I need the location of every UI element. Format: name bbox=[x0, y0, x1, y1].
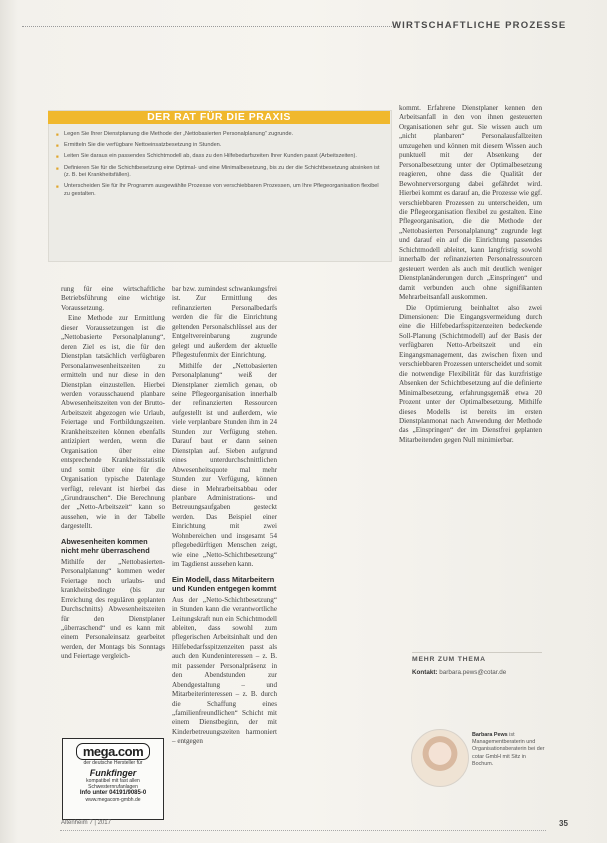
praxis-title: DER RAT FÜR DIE PRAXIS bbox=[147, 111, 291, 123]
article-paragraph: kommt. Erfahrene Dienstplaner kennen den Arbeitsanfall in den von ihnen gesteuerten Organisationen sehr gut. Sie wissen auch um „nicht planbaren“ Personalausfallzeiten umzugehen und können mit diesem Wissen auch punktuell mit der Absenkung der Personalbesetzung unter der Optimalbesetzung reagieren, ohne dass die Qualität der Bewohnerversorgung dabei gefährdet wird. Hierbei kommt es darauf an, die Prozesse wie ggf. verschiebbaren Prozessen zu unterscheiden, um die Pflegeorganisation flexibel zu gestalten. Eine Pflegeorganisation, die die Methode der „Nettobasierten Personalplanung“ zugrunde legt und darauf ein auf die Einrichtung passendes Schichtmodell ableitet, kann langfristig sowohl innerhalb der refinanzierten Personalressourcen gesteuert werden als auch mit deutlich weniger Dienstplanänderungen durch „Einspringen“ und damit verbunden auch ohne signifikanten Mehrarbeitsanfall auskommen. bbox=[399, 104, 543, 302]
footer-dotted-rule bbox=[60, 830, 546, 831]
more-title: MEHR ZUM THEMA bbox=[412, 656, 486, 663]
article-paragraph: Mithilfe der „Nettobasierten-Personalplanung“ kommen weder Feiertage noch urlaubs- und krankheitsbedingte (bis zur Erreichung des regulären geplanten Durchschnitts) Abwesenheitszeiten für den Dienstplaner „überraschend“ und es kann mit einem Personaleinsatz gearbeitet werden, der Montags bis Sonntags und Feiertage vergleich- bbox=[61, 557, 165, 661]
ad-tagline: kompatibel mit fast allen bbox=[86, 778, 140, 784]
author-name: Barbara Pews bbox=[472, 732, 508, 738]
article-column-3 bbox=[399, 104, 542, 446]
ad-phone: Info unter 04191/9085-0 bbox=[79, 790, 147, 796]
author-bio bbox=[472, 732, 546, 768]
ad-tagline: Schwesternrufanlagen bbox=[88, 784, 138, 790]
article-subheading: Abwesenheiten kommen nicht mehr überraschend bbox=[61, 536, 150, 556]
author-photo bbox=[411, 729, 469, 787]
ad-tagline: der deutsche Hersteller für bbox=[83, 760, 143, 766]
contact-email-link[interactable]: barbara.pews@cotar.de bbox=[439, 669, 507, 676]
page-number: 35 bbox=[559, 819, 568, 828]
ad-product: Funkfinger bbox=[89, 768, 137, 778]
article-paragraph: Aus der „Netto-Schichtbesetzung“ in Stunden kann die verantwortliche Leitungskraft nun ein Schichtmodell ableiten, dass sowohl zum pflegerischen Arbeitsinhalt und den Hilfebedarfsspitzenzeiten passt als auch den Kundeninteressen – z. B. mit passender Personalpräsenz in den Abendstunden zur Abendgestaltung – und Mitarbeiterinteressen – z. B. durch die Schaffung eines „familienfreundlichen“ Schicht mit einem Dienstbeginn, der mit Kinderbetreuungszeiten harmoniert – entgegen bbox=[172, 595, 277, 746]
praxis-tip: ■ Ermitteln Sie die verfügbare Nettoeinsatzbesetzung in Stunden. bbox=[56, 142, 384, 150]
praxis-banner bbox=[48, 111, 390, 124]
ad-website: www.megacom-gmbh.de bbox=[85, 797, 141, 803]
contact-label: Kontakt: bbox=[412, 669, 438, 676]
praxis-tip: ■ Leiten Sie daraus ein passendes Schichtmodell ab, dass zu den Hilfebedarfszeiten Ihrer Kunden passt (Arbeitszeiten). bbox=[56, 153, 384, 161]
praxis-tip: ■ Unterscheiden Sie für Ihr Programm ausgewählte Prozesse von verschiebbaren Prozessen, um Ihre Pflegeorganisation flexibel zu gestalten. bbox=[56, 183, 384, 198]
advertisement bbox=[62, 738, 164, 820]
article-paragraph: bar bzw. zumindest schwankungsfrei ist. Zur Ermittlung des refinanzierten Personalbedarfs werden die für die Einrichtung geltenden Personalschlüssel aus der Entgeltvereinbarung zugrunde gelegt und außerdem der aktuelle Pflegestufenmix der Einrichtung. bbox=[172, 285, 277, 360]
author-description: ist Managementberaterin und Organisationsberaterin bei der cotar GmbH mit Sitz in Bochum. bbox=[472, 732, 545, 767]
article-paragraph: Mithilfe der „Nettobasierten Personalplanung“ weiß der Dienstplaner ziemlich genau, ob seine Pflegeorganisation innerhalb der refinanzierten Ressourcen aufgestellt ist und außerdem, wie viele verplanbare Stunden ihm in 24 Stunden zur Verfügung stehen. Darauf baut er dann seinen Dienstplan auf. Sieben aufgrund eines unterdurchschnittlichen Abwesenheitsquote mal mehr Stunden zur Verfügung, können diese in Mehrarbeitsabbau oder planbare Administrations- und Betreuungsaufgaben gesteckt werden. Das Beispiel einer Einrichtung mit zwei Wohnbereichen und insgesamt 54 pflegebedürftigen Menschen zeigt, wie eine „Netto-Schichtbesetzung“ im Tagdienst aussehen kann. bbox=[172, 361, 277, 569]
article-paragraph: Eine Methode zur Ermittlung dieser Voraussetzungen ist die „Nettobasierte Personalplanung“, deren Ziel es ist, die für den Dienstplan tatsächlich verfügbaren Personalanwesenheitszeiten zu ermitteln und nur diese in den Dienstplan einzustellen. Hierbei werden vorausschauend planbare Abwesenheitszeiten von der Brutto-Arbeitszeit abgezogen wie Urlaub, Feiertage und Fortbildungszeiten. Krankheitszeiten können ebenfalls antizipiert werden, wenn die Organisation über eine entsprechende Krankheitsstatistik und somit über eine für die Organisation typische Datenlage verfügt, relevant ist hierbei das „Grundrauschen“. Die Berechnung der „Netto-Arbeitszeit“ kann so aussehen, wie in der Tabelle dargestellt. bbox=[61, 314, 165, 531]
article-paragraph: rung für eine wirtschaftliche Betriebsführung eine wichtige Voraussetzung. bbox=[61, 285, 165, 312]
header-dotted-rule bbox=[22, 26, 392, 27]
article-column-1 bbox=[61, 285, 165, 663]
praxis-tips-list bbox=[56, 131, 384, 202]
article-subheading: Ein Modell, dass Mitarbeitern und Kunden entgegen kommt bbox=[172, 574, 277, 594]
more-on-topic-box bbox=[412, 652, 542, 708]
contact-line bbox=[412, 669, 542, 676]
praxis-tip: ■ Legen Sie Ihrer Dienstplanung die Methode der „Nettobasierten Personalplanung“ zugrunde. bbox=[56, 131, 384, 139]
footer-issue: Altenheim 7 | 2017 bbox=[61, 820, 111, 826]
section-title: WIRTSCHAFTLICHE PROZESSE bbox=[392, 20, 567, 31]
ad-logo: mega.com bbox=[76, 743, 150, 760]
praxis-tip: ■ Definieren Sie für die Schichtbesetzung eine Optimal- und eine Minimalbesetzung, bis zu der die Schichtbesetzung absinken ist (z. B. bei Krankheitsfällen). bbox=[56, 165, 384, 180]
article-paragraph: Die Optimierung beinhaltet also zwei Dimensionen: Die Eingangsvermeidung durch eine die Hilfebedarfsspitzenzeiten bedeckende Soll-Planung (Schichtmodell) auf der Basis der verfügbaren Netto-Arbeitszeit und ein Eingangsmanagement, das zwischen fixen und verschiebbaren Prozessen unterscheidet und somit die notwendige Flexibilität für das kurzfristige Absenken der Schichtbesetzung auf die definierte Minimalbesetzung, erfahrungsgemäß etwa 20 Prozent unter der Optimalbesetzung. Mithilfe dieses Modells ist bereits im ersten Dienstplanmonat nach Anwendung der Methode das „Einspringen“ der im Dienstfrei geplanten Mitarbeitenden gegen Null minimierbar. bbox=[399, 303, 542, 444]
article-column-2 bbox=[172, 285, 277, 748]
